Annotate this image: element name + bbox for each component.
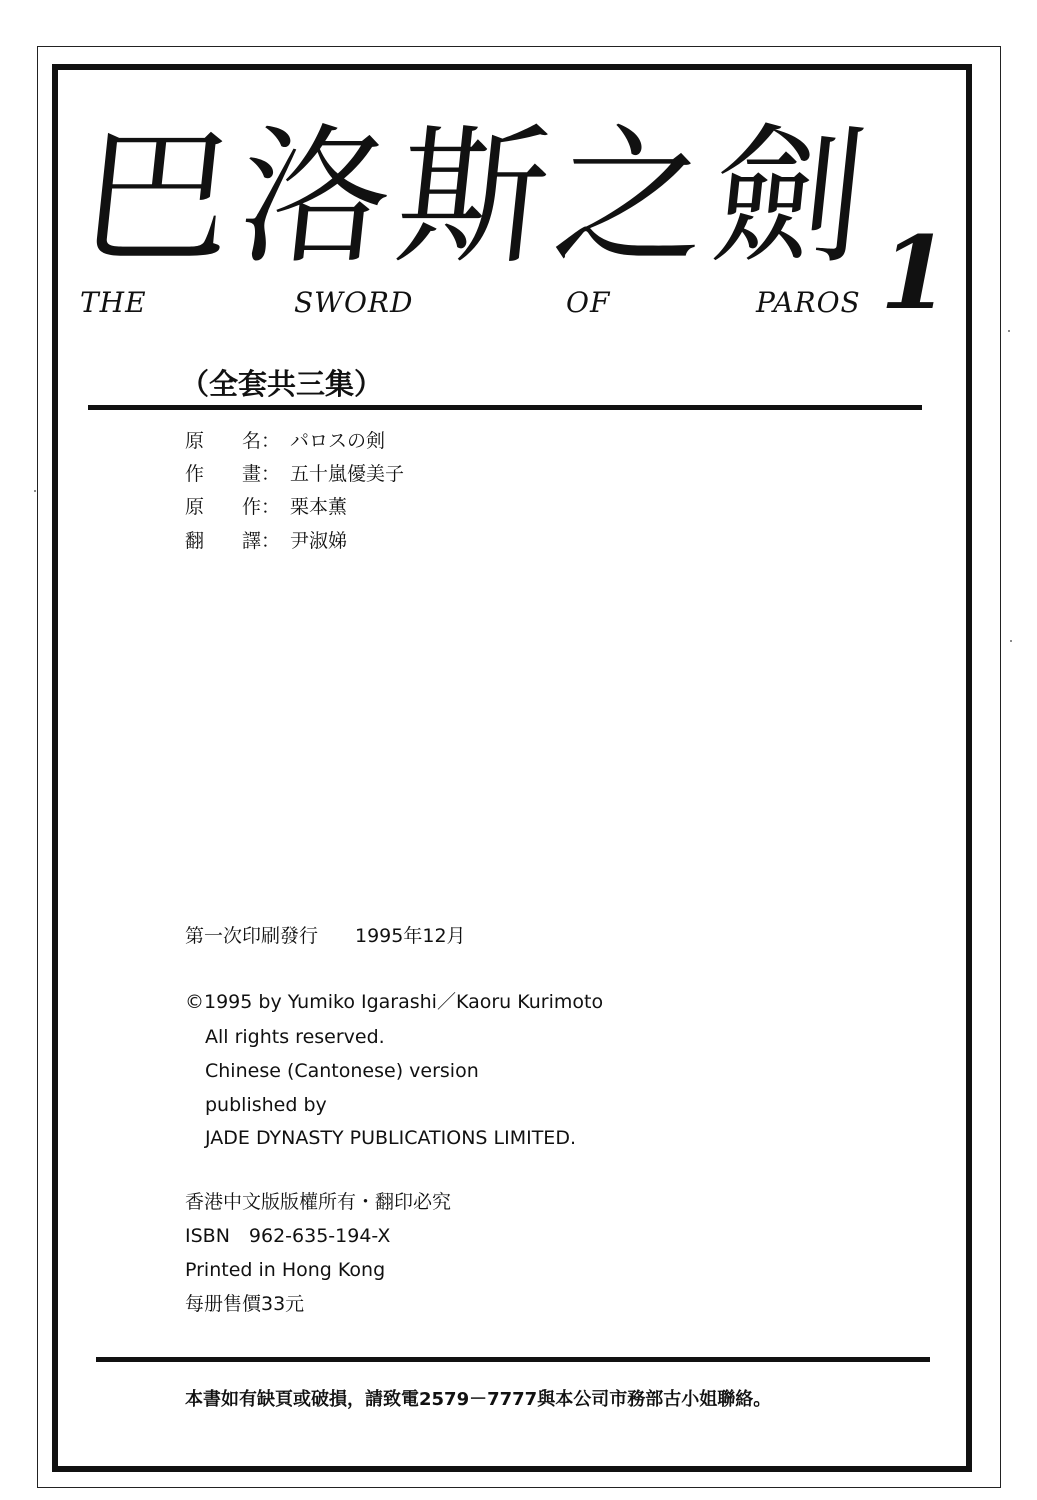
copyright-notice-chinese: 香港中文版版權所有・翻印必究: [185, 1191, 452, 1213]
chinese-title: 巴洛斯之劍: [72, 111, 882, 285]
first-print-date: 1995年12月: [355, 925, 466, 947]
print-speck: [1010, 640, 1012, 642]
english-title-word-of: OF: [566, 286, 611, 319]
footer-divider: [96, 1357, 930, 1362]
print-speck: [34, 490, 36, 492]
price-line: 每册售價33元: [185, 1293, 305, 1315]
published-by-line: published by: [205, 1094, 327, 1116]
english-title-word-sword: SWORD: [294, 286, 414, 319]
english-title-word-the: THE: [80, 286, 147, 319]
credit-value-original-title: パロスの剣: [290, 430, 386, 452]
credit-label-author: 原 作：: [185, 496, 281, 518]
isbn-line: ISBN 962-635-194-X: [185, 1225, 391, 1247]
copyright-line: ©1995 by Yumiko Igarashi／Kaoru Kurimoto: [185, 991, 604, 1013]
printed-in-line: Printed in Hong Kong: [185, 1259, 386, 1281]
credit-label-original-title: 原 名：: [185, 430, 281, 452]
version-line: Chinese (Cantonese) version: [205, 1060, 479, 1082]
credit-label-artist: 作 畫：: [185, 463, 281, 485]
publisher-name: JADE DYNASTY PUBLICATIONS LIMITED.: [205, 1127, 576, 1149]
print-speck: [1008, 330, 1010, 332]
credit-value-artist: 五十嵐優美子: [290, 463, 405, 485]
english-title-word-paros: PAROS: [756, 286, 861, 319]
header-divider: [88, 405, 922, 410]
rights-line: All rights reserved.: [205, 1026, 385, 1048]
set-note: （全套共三集）: [180, 367, 384, 401]
first-print-label: 第一次印刷發行: [185, 925, 319, 947]
footer-notice: 本書如有缺頁或破損，請致電2579－7777與本公司市務部古小姐聯絡。: [185, 1389, 772, 1410]
credit-value-author: 栗本薫: [290, 496, 348, 518]
volume-number: 1: [880, 214, 950, 332]
credit-value-translator: 尹淑娣: [290, 530, 348, 552]
credit-label-translator: 翻 譯：: [185, 530, 281, 552]
